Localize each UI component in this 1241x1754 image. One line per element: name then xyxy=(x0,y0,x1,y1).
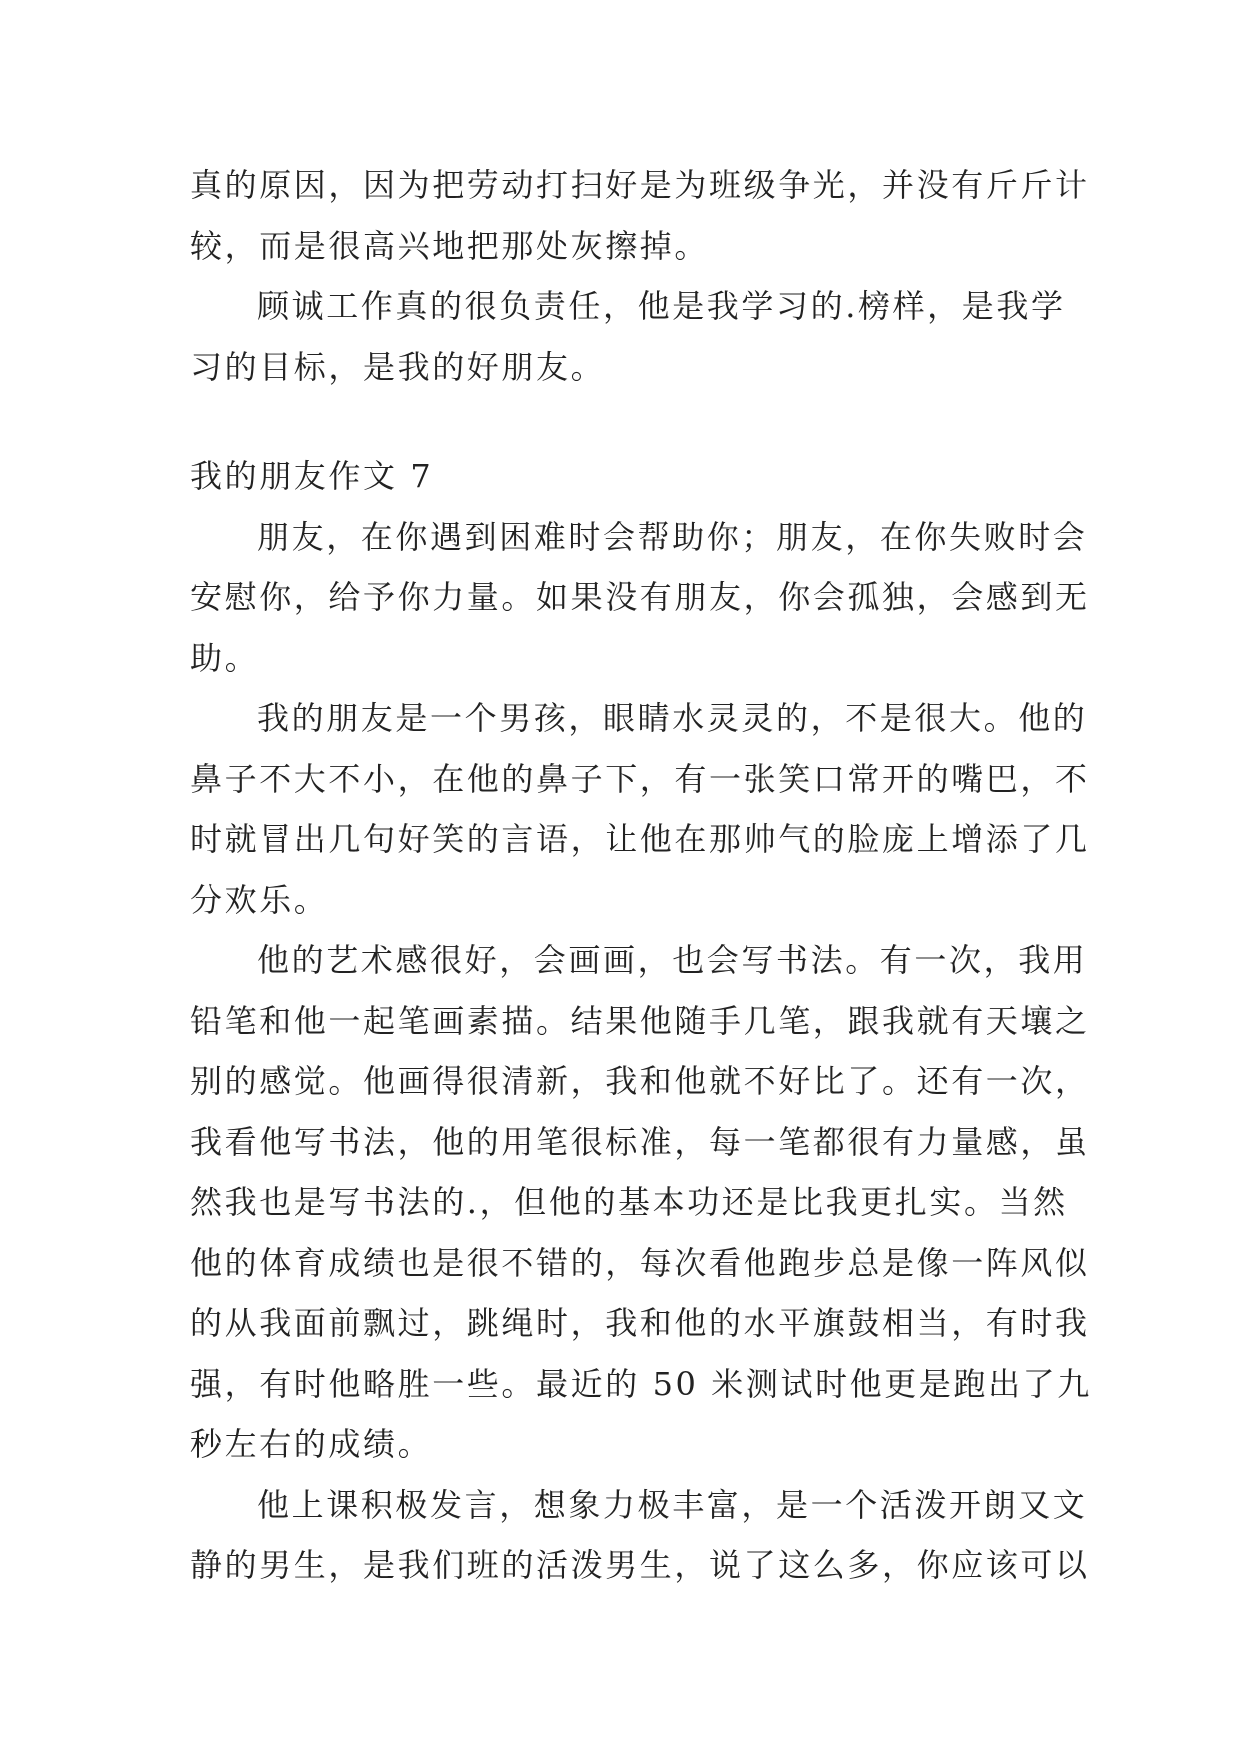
text-line: 我的朋友是一个男孩，眼睛水灵灵的，不是很大。他的 xyxy=(257,699,1088,737)
continuation-paragraph xyxy=(190,155,1090,276)
text-line: 朋友，在你遇到困难时会帮助你；朋友，在你失败时会 xyxy=(257,517,1088,556)
essay-paragraph-2 xyxy=(190,688,1090,930)
text-line: 的从我面前飘过，跳绳时，我和他的水平旗鼓相当，有时我 xyxy=(190,1304,1090,1342)
text-line: 他的体育成绩也是很不错的，每次看他跑步总是像一阵风似 xyxy=(190,1243,1090,1282)
document-body xyxy=(190,155,1092,1596)
text-line: 分欢乐。 xyxy=(190,880,329,919)
closing-paragraph xyxy=(190,276,1066,397)
text-line: 他上课积极发言，想象力极丰富，是一个活泼开朗又文 xyxy=(257,1485,1088,1524)
text-line: 真的原因，因为把劳动打扫好是为班级争光，并没有斤斤计 xyxy=(190,166,1090,204)
text-line: 秒左右的成绩。 xyxy=(190,1425,433,1463)
text-line: 顾诚工作真的很负责任，他是我学习的.榜样，是我学 xyxy=(257,287,1066,325)
text-line: 助。 xyxy=(190,638,260,677)
text-line: 时就冒出几句好笑的言语，让他在那帅气的脸庞上增添了几 xyxy=(190,820,1090,858)
text-line: 别的感觉。他画得很清新，我和他就不好比了。还有一次， xyxy=(190,1062,1090,1100)
text-line: 然我也是写书法的.，但他的基本功还是比我更扎实。当然 xyxy=(190,1183,1068,1221)
text-line: 我看他写书法，他的用笔很标准，每一笔都很有力量感，虽 xyxy=(190,1122,1090,1161)
essay-title: 我的朋友作文 7 xyxy=(190,457,434,495)
essay-paragraph-4 xyxy=(190,1475,1090,1596)
text-line: 习的目标，是我的好朋友。 xyxy=(190,347,606,386)
essay-paragraph-1 xyxy=(190,507,1090,689)
text-line: 安慰你，给予你力量。如果没有朋友，你会孤独，会感到无 xyxy=(190,578,1090,616)
text-line: 强，有时他略胜一些。最近的 50 米测试时他更是跑出了九 xyxy=(190,1364,1092,1403)
text-line: 鼻子不大不小，在他的鼻子下，有一张笑口常开的嘴巴，不 xyxy=(190,759,1090,798)
text-line: 静的男生，是我们班的活泼男生，说了这么多，你应该可以 xyxy=(190,1546,1090,1584)
text-line: 铅笔和他一起笔画素描。结果他随手几笔，跟我就有天壤之 xyxy=(190,1001,1090,1040)
text-line: 较，而是很高兴地把那处灰擦掉。 xyxy=(190,226,710,265)
essay-paragraph-3 xyxy=(190,930,1092,1475)
text-line: 他的艺术感很好，会画画，也会写书法。有一次，我用 xyxy=(257,941,1088,979)
